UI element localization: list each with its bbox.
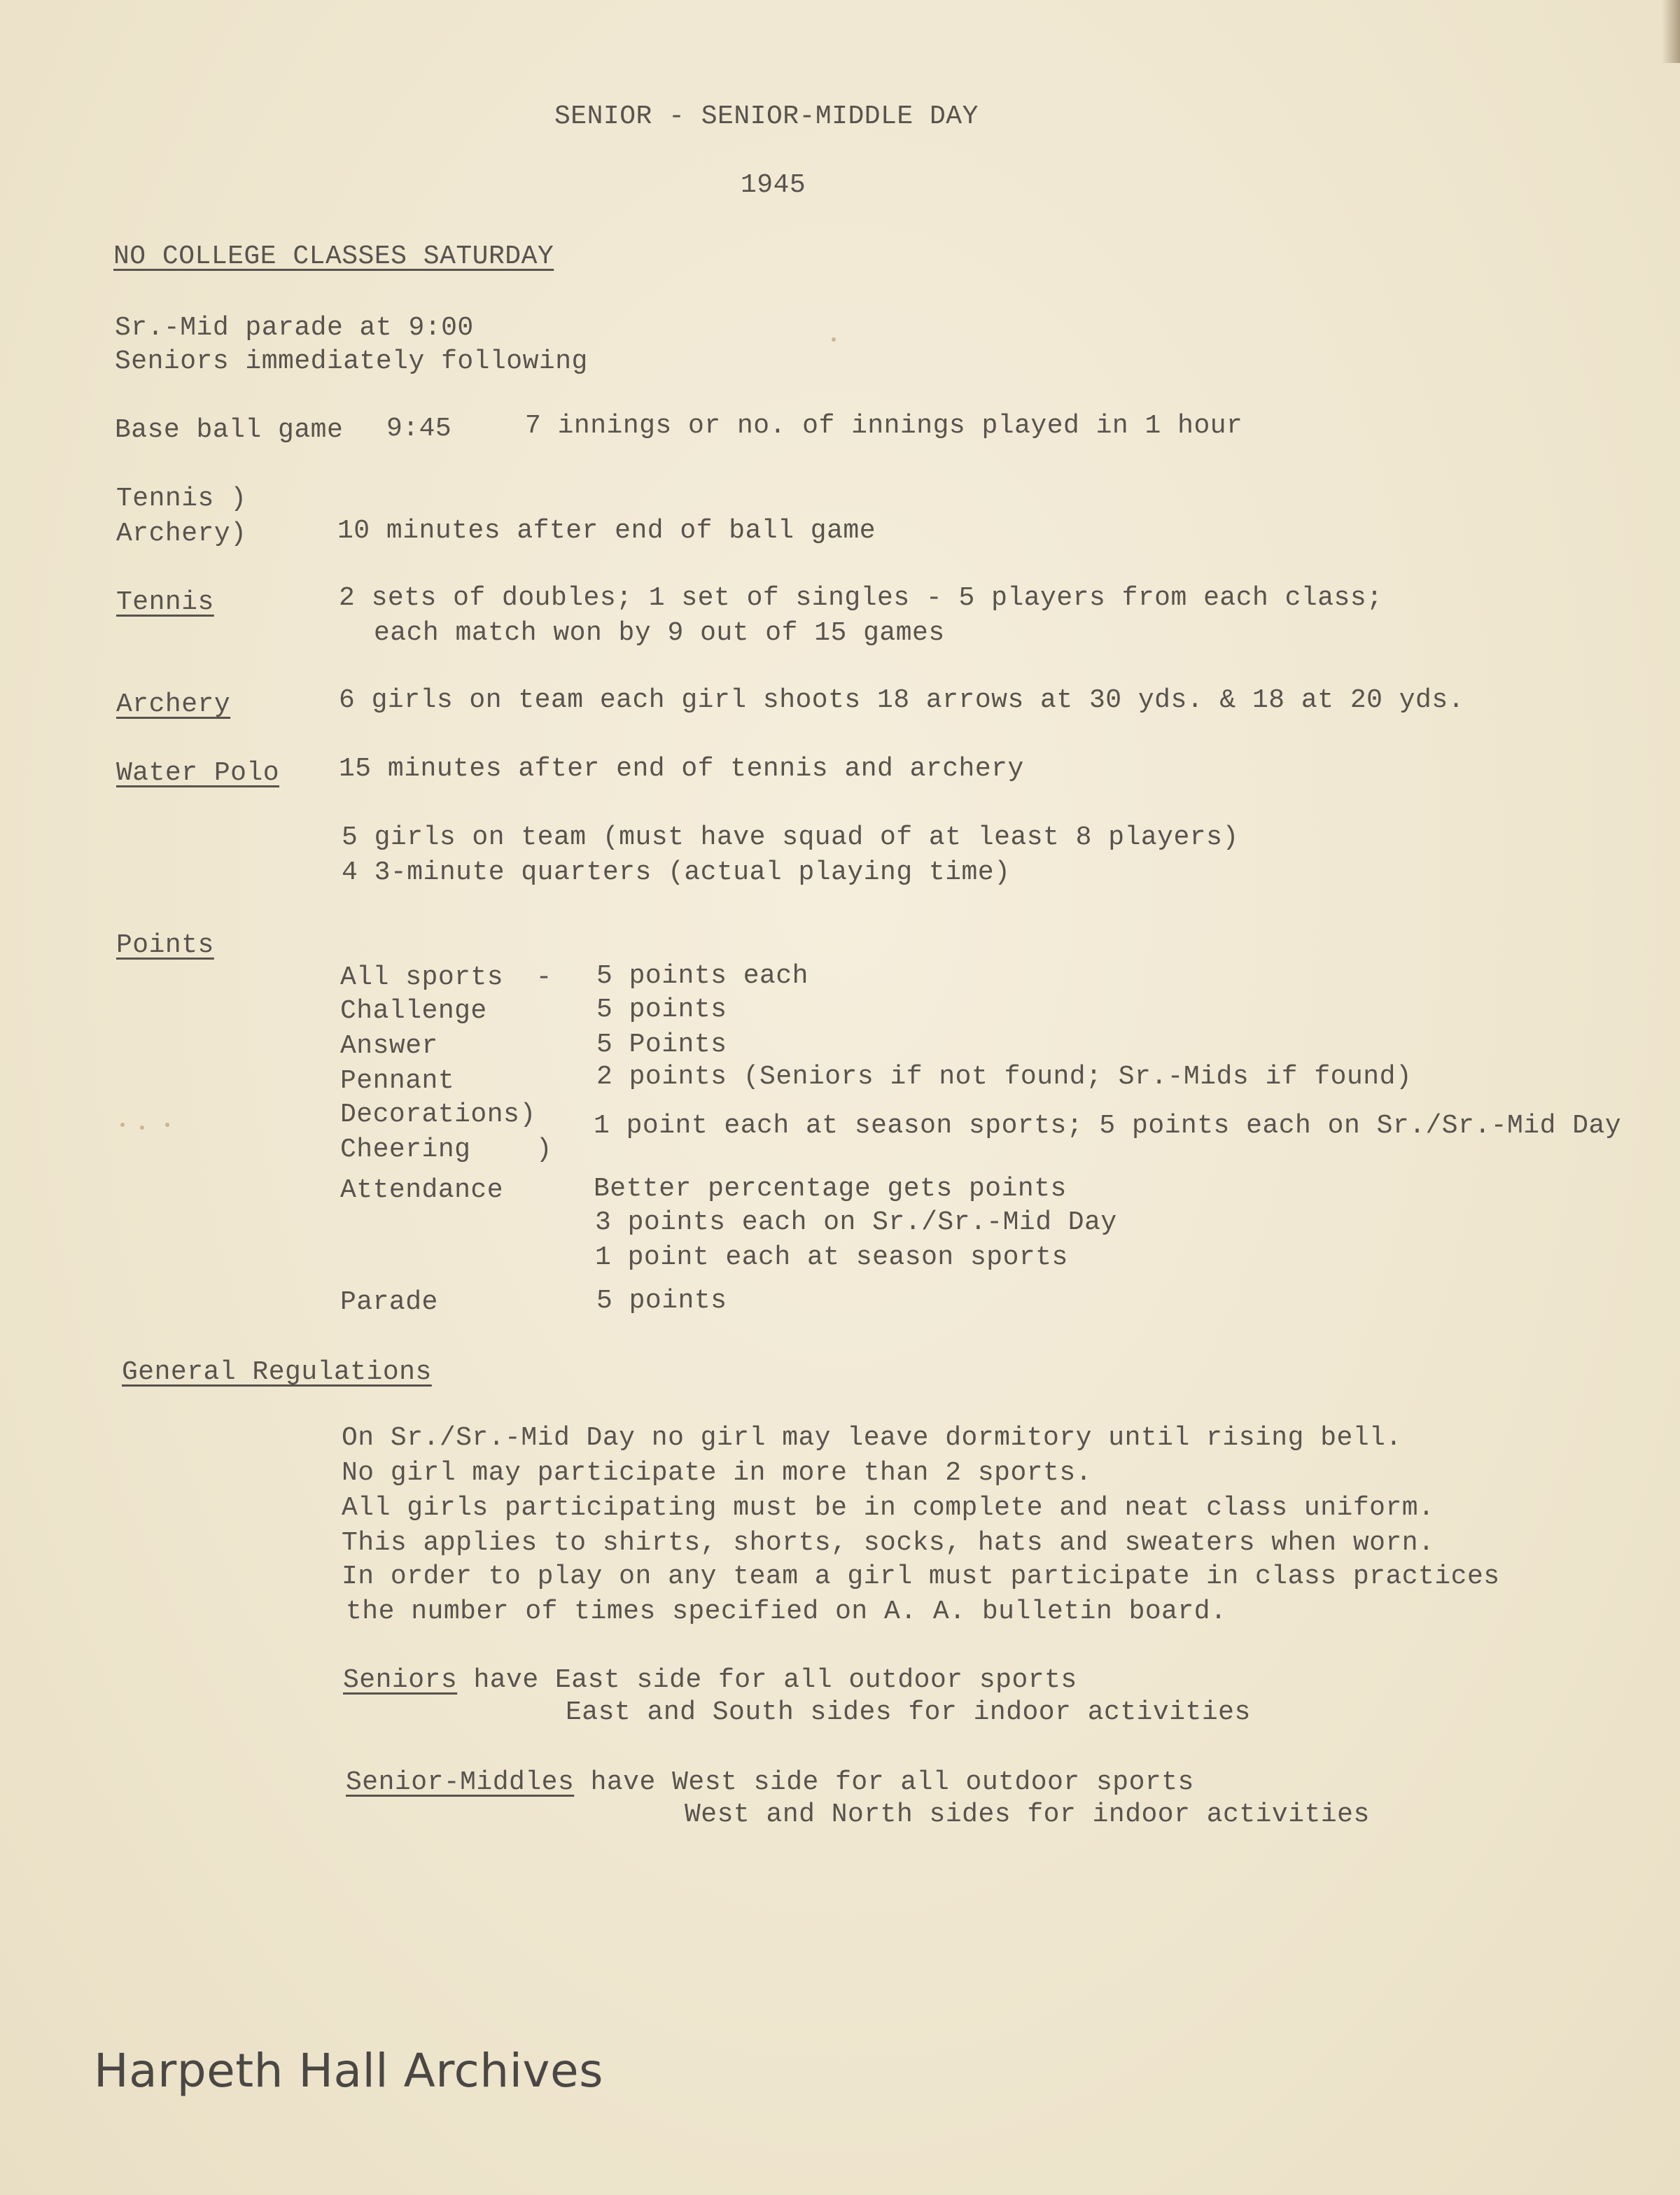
tennis-heading: Tennis: [116, 587, 214, 617]
paper-speck: [832, 337, 836, 342]
archery-line: 6 girls on team each girl shoots 18 arrows at 30 yds. & 18 at 20 yds.: [339, 685, 1464, 715]
baseball-detail: 7 innings or no. of innings played in 1 hour: [525, 411, 1243, 441]
regulation-line-1: On Sr./Sr.-Mid Day no girl may leave dormitory until rising bell.: [342, 1423, 1402, 1453]
baseball-time: 9:45: [386, 414, 452, 444]
paper-speck: [120, 1123, 125, 1127]
points-value-decorations-cheering: 1 point each at season sports; 5 points each on Sr./Sr.-Mid Day: [594, 1111, 1622, 1141]
seniors-line-1: [343, 1663, 1077, 1698]
paper-speck: [140, 1125, 144, 1130]
points-label-attendance: Attendance: [340, 1175, 504, 1205]
points-value-answer: 5 Points: [596, 1030, 727, 1060]
archive-watermark: Harpeth Hall Archives: [94, 2044, 603, 2098]
points-label-parade: Parade: [340, 1287, 438, 1317]
senior-middles-outdoor-text: have West side for all outdoor sports: [574, 1767, 1194, 1797]
tennis-archery-label-1: Tennis ): [116, 484, 247, 514]
points-value-challenge: 5 points: [596, 995, 727, 1025]
points-value-pennant: 2 points (Seniors if not found; Sr.-Mids if found): [596, 1062, 1413, 1092]
senior-middles-label: Senior-Middles: [346, 1767, 575, 1797]
parade-line-2: Seniors immediately following: [115, 346, 588, 377]
tennis-archery-label-2: Archery): [116, 519, 247, 549]
document-title: SENIOR - SENIOR-MIDDLE DAY: [554, 101, 979, 132]
seniors-label: Seniors: [343, 1665, 458, 1695]
tennis-line-1: 2 sets of doubles; 1 set of singles - 5 players from each class;: [339, 583, 1383, 613]
document-year: 1945: [741, 170, 806, 200]
regulation-line-4: This applies to shirts, shorts, socks, hats and sweaters when worn.: [342, 1528, 1435, 1558]
regulation-line-6: the number of times specified on A. A. bulletin board.: [346, 1597, 1227, 1627]
water-polo-line-3: 4 3-minute quarters (actual playing time): [342, 857, 1011, 888]
tennis-archery-detail: 10 minutes after end of ball game: [337, 516, 876, 546]
seniors-line-2: East and South sides for indoor activities: [566, 1697, 1251, 1727]
points-value-parade: 5 points: [596, 1286, 727, 1316]
parade-line-1: Sr.-Mid parade at 9:00: [115, 313, 474, 343]
senior-middles-line-2: West and North sides for indoor activities: [685, 1800, 1370, 1830]
senior-middles-line-1: [346, 1765, 1194, 1800]
points-label-all-sports: All sports -: [340, 962, 552, 993]
water-polo-line-1: 15 minutes after end of tennis and archery: [339, 754, 1024, 784]
page-edge-shadow: [1662, 0, 1680, 63]
water-polo-heading: Water Polo: [116, 758, 280, 788]
points-value-all-sports: 5 points each: [596, 961, 808, 991]
points-value-attendance-3: 1 point each at season sports: [595, 1242, 1068, 1272]
general-regulations-heading: General Regulations: [122, 1357, 432, 1387]
water-polo-line-2: 5 girls on team (must have squad of at least 8 players): [342, 822, 1239, 853]
archery-heading: Archery: [116, 689, 231, 720]
regulation-line-3: All girls participating must be in complete and neat class uniform.: [342, 1493, 1435, 1523]
notice-heading: NO COLLEGE CLASSES SATURDAY: [113, 241, 554, 272]
points-label-answer: Answer: [340, 1031, 438, 1061]
baseball-label: Base ball game: [115, 415, 344, 445]
seniors-outdoor-text: have East side for all outdoor sports: [457, 1665, 1077, 1695]
points-label-decorations: Decorations): [340, 1100, 536, 1130]
paper-speck: [165, 1123, 169, 1127]
points-label-pennant: Pennant: [340, 1066, 455, 1096]
tennis-line-2: each match won by 9 out of 15 games: [374, 618, 945, 648]
regulation-line-2: No girl may participate in more than 2 sports.: [342, 1458, 1092, 1488]
points-label-challenge: Challenge: [340, 996, 487, 1026]
points-heading: Points: [116, 930, 214, 960]
points-value-attendance-2: 3 points each on Sr./Sr.-Mid Day: [595, 1207, 1117, 1237]
points-value-attendance-1: Better percentage gets points: [594, 1174, 1067, 1204]
points-label-cheering: Cheering ): [340, 1135, 552, 1165]
regulation-line-5: In order to play on any team a girl must participate in class practices: [342, 1562, 1500, 1592]
